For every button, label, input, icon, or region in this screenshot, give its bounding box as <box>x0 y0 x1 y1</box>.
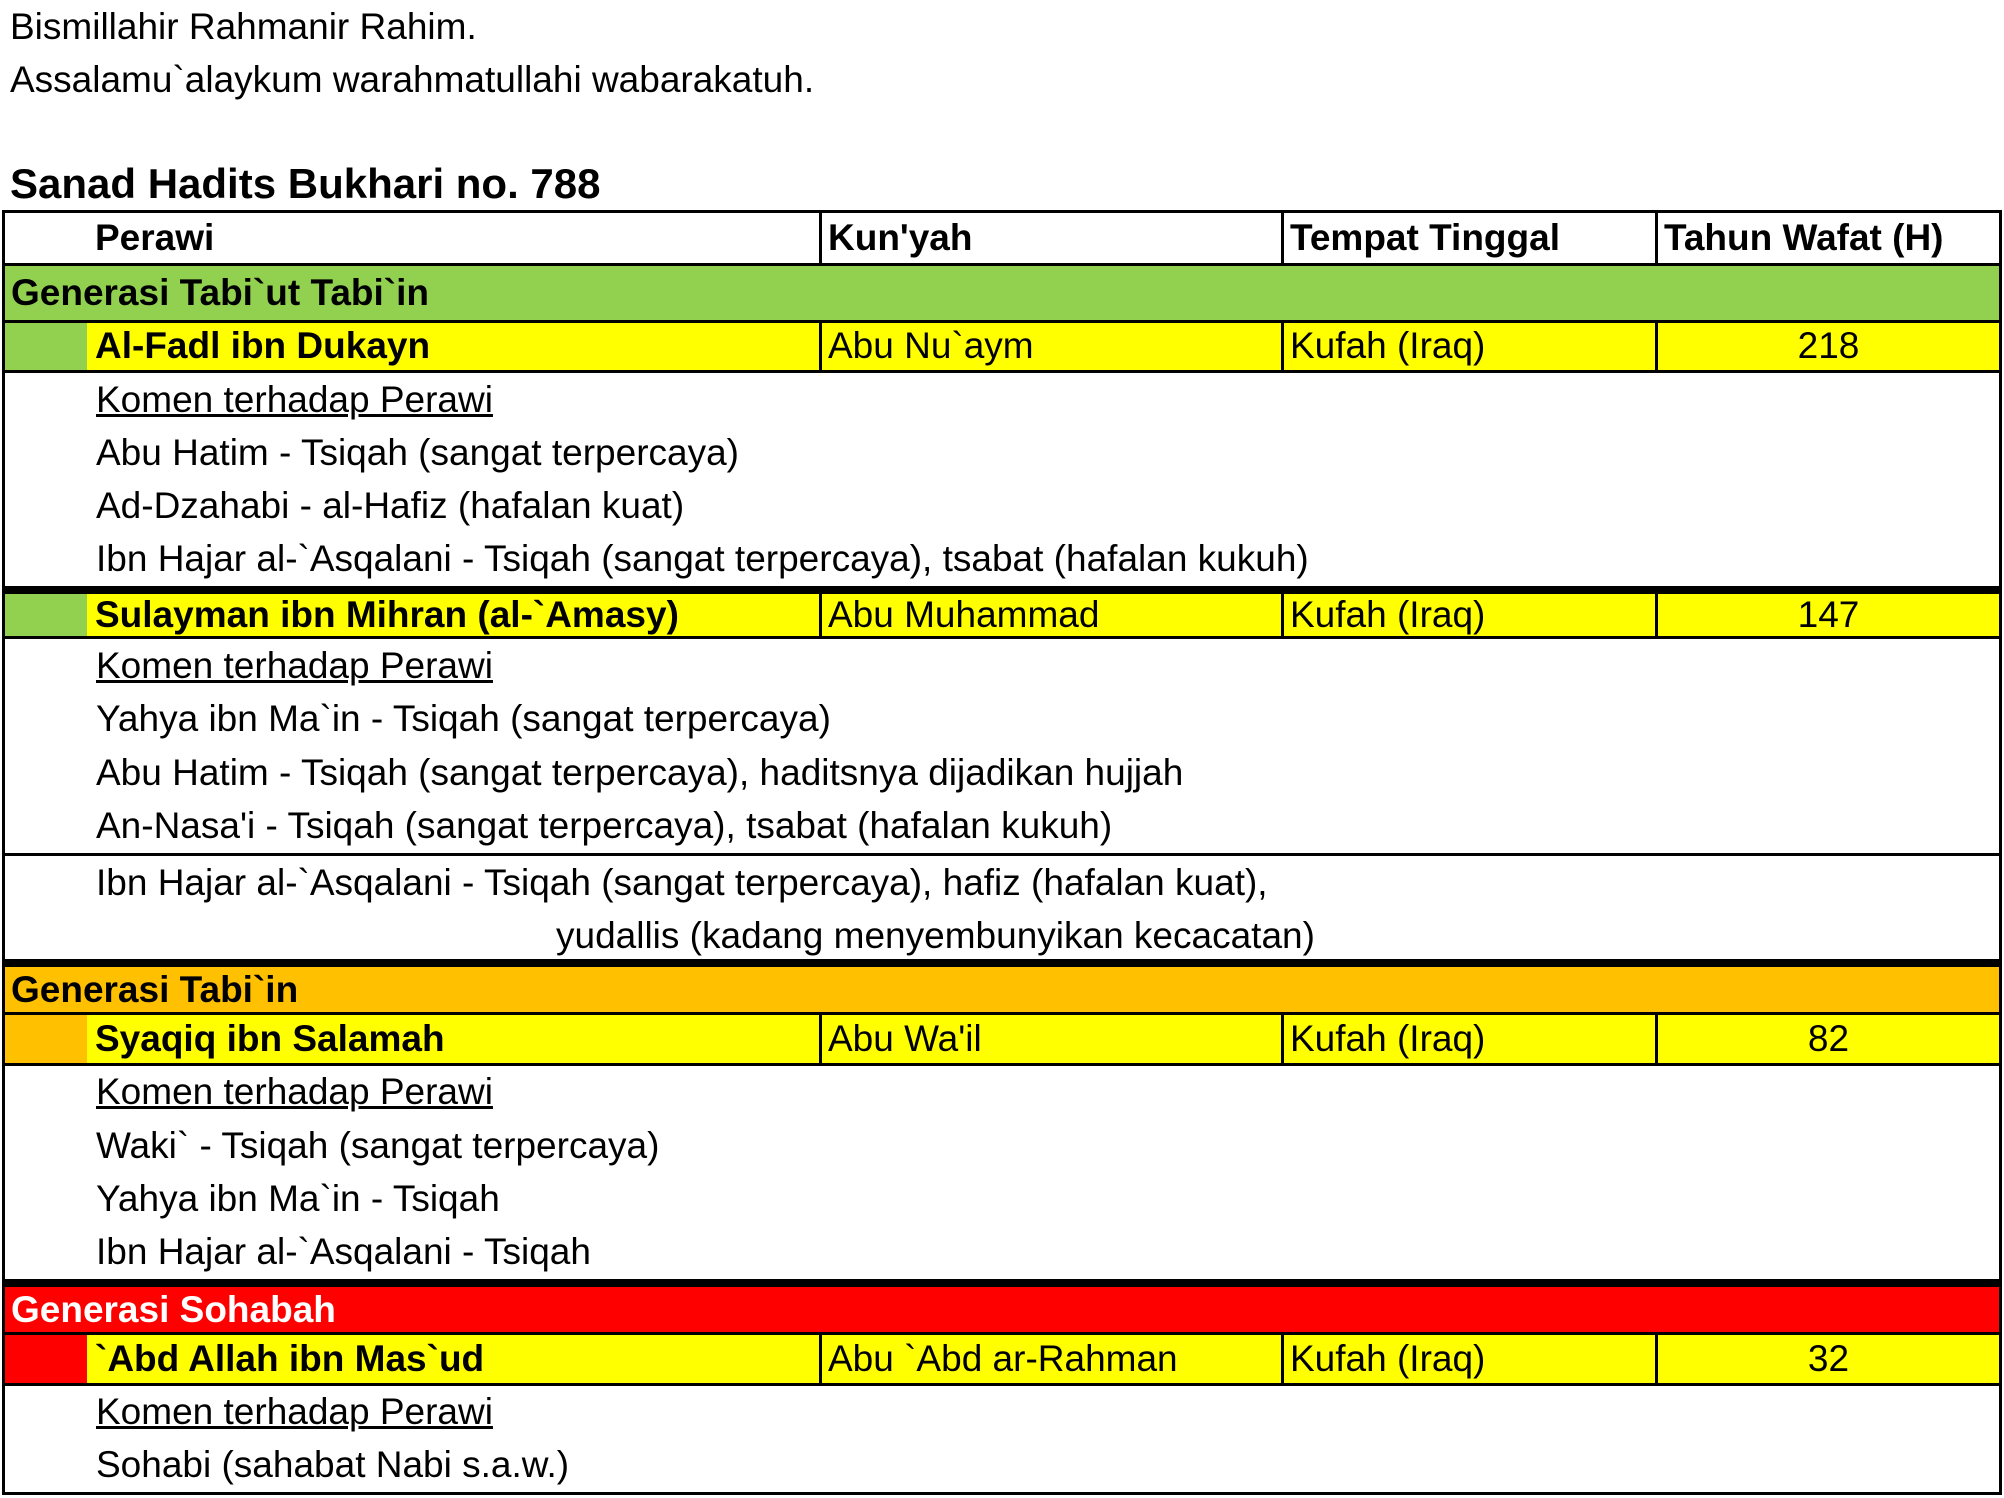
narrator-year: 218 <box>1655 323 1999 370</box>
narrator-row <box>5 320 1999 373</box>
col-tahun: Tahun Wafat (H) <box>1655 213 1999 263</box>
comment-line: Ibn Hajar al-`Asqalani - Tsiqah <box>96 1231 591 1273</box>
comment-line: Waki` - Tsiqah (sangat terpercaya) <box>96 1124 660 1166</box>
narrator-row <box>5 586 1999 639</box>
narrator-place: Kufah (Iraq) <box>1281 1015 1655 1062</box>
generation-header: Generasi Tabi`ut Tabi`in <box>5 266 1999 319</box>
col-perawi: Perawi <box>95 217 215 259</box>
narrator-name: Sulayman ibn Mihran (al-`Amasy) <box>95 594 679 636</box>
comments-heading: Komen terhadap Perawi <box>96 1071 493 1113</box>
generation-swatch <box>5 323 87 370</box>
narrator-place: Kufah (Iraq) <box>1281 594 1655 636</box>
comment-line: Yahya ibn Ma`in - Tsiqah (sangat terpercaya) <box>96 698 831 740</box>
generation-swatch <box>5 594 87 636</box>
narrator-place: Kufah (Iraq) <box>1281 1335 1655 1382</box>
sanad-table <box>2 210 2002 1495</box>
table-header <box>5 213 1999 266</box>
comment-line: Ibn Hajar al-`Asqalani - Tsiqah (sangat terpercaya), tsabat (hafalan kukuh) <box>96 538 1309 580</box>
generation-swatch <box>5 1335 87 1382</box>
comment-line: Yahya ibn Ma`in - Tsiqah <box>96 1177 500 1219</box>
narrator-year: 82 <box>1655 1015 1999 1062</box>
narrator-year: 32 <box>1655 1335 1999 1382</box>
comment-line: Sohabi (sahabat Nabi s.a.w.) <box>96 1444 570 1486</box>
narrator-row <box>5 1332 1999 1385</box>
comment-wrapped <box>5 853 1999 960</box>
comment-line: Ad-Dzahabi - al-Hafiz (hafalan kuat) <box>96 485 685 527</box>
narrator-row <box>5 1012 1999 1065</box>
comment-line: An-Nasa'i - Tsiqah (sangat terpercaya), tsabat (hafalan kukuh) <box>96 804 1113 846</box>
col-kunyah: Kun'yah <box>819 213 1281 263</box>
greeting-line-2: Assalamu`alaykum warahmatullahi wabarakatuh. <box>10 59 815 100</box>
comment-line: Abu Hatim - Tsiqah (sangat terpercaya), haditsnya dijadikan hujjah <box>96 751 1184 793</box>
narrator-kunyah: Abu Muhammad <box>819 594 1281 636</box>
comment-wrapped-line-2: yudallis (kadang menyembunyikan kecacatan) <box>556 914 1315 956</box>
page-title: Sanad Hadits Bukhari no. 788 <box>10 160 601 207</box>
narrator-kunyah: Abu Nu`aym <box>819 323 1281 370</box>
comments-heading: Komen terhadap Perawi <box>96 1391 493 1433</box>
narrator-year: 147 <box>1655 594 1999 636</box>
generation-swatch <box>5 1015 87 1062</box>
narrator-kunyah: Abu Wa'il <box>819 1015 1281 1062</box>
generation-header: Generasi Sohabah <box>5 1279 1999 1332</box>
narrator-name: Syaqiq ibn Salamah <box>95 1018 445 1060</box>
comment-wrapped-line-1: Ibn Hajar al-`Asqalani - Tsiqah (sangat terpercaya), hafiz (hafalan kuat), <box>96 861 1268 903</box>
generation-header: Generasi Tabi`in <box>5 959 1999 1012</box>
narrator-place: Kufah (Iraq) <box>1281 323 1655 370</box>
narrator-name: `Abd Allah ibn Mas`ud <box>95 1337 485 1379</box>
comments-heading: Komen terhadap Perawi <box>96 645 493 687</box>
narrator-name: Al-Fadl ibn Dukayn <box>95 325 431 367</box>
col-tempat: Tempat Tinggal <box>1281 213 1655 263</box>
comment-line: Abu Hatim - Tsiqah (sangat terpercaya) <box>96 431 740 473</box>
narrator-kunyah: Abu `Abd ar-Rahman <box>819 1335 1281 1382</box>
greeting-line-1: Bismillahir Rahmanir Rahim. <box>10 6 477 47</box>
comments-heading: Komen terhadap Perawi <box>96 378 493 420</box>
